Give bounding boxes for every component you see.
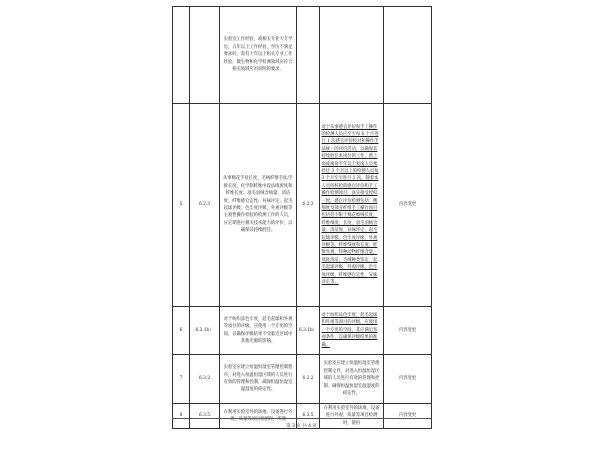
new-clause: 6.3.2 xyxy=(297,355,320,404)
old-text: 对于纺织品色牢度、起毛起球和外观等项目的评级，应使用一个专用的空间，以确保评级结果不受临近区域中其他光源的影响。 xyxy=(220,307,297,355)
table-row xyxy=(173,355,432,404)
new-clause: 6.3.1b） xyxy=(297,307,320,355)
old-clause: 6.2.3 xyxy=(190,104,220,307)
comparison-table xyxy=(172,6,432,429)
new-text: 对于纺织品色牢度、起毛起球和外观等项目的评级，应使用一个专用的空间，其应满足客观条件，以确保评级结果的准确。 xyxy=(320,307,384,355)
row-number: 7 xyxy=(173,355,190,404)
row-number: 5 xyxy=(173,104,190,307)
page-number: 第 3 页 共 4 页 xyxy=(286,424,317,429)
change-note: 内容变更 xyxy=(384,404,432,429)
old-text: 实验室应建立恒温恒湿室管理控制程序，对进入恒温恒湿区域的人员进行有效的管理和控制，确保恒温恒湿室温湿度的稳定性。 xyxy=(220,355,297,404)
table-row xyxy=(173,307,432,355)
new-clause: 6.2.3 xyxy=(297,104,320,307)
old-text: 实验室工作经验，或相关专业大专学历，五年以上工作经验，学历不满足要求时，需有十年以上相关专业工作经验。微生物和化学检测领域应符合相关领域应用说明的要求。 xyxy=(220,7,297,104)
change-note: 内容变更 xyxy=(384,104,432,307)
new-clause xyxy=(297,7,320,104)
old-text: 在利用实验室外的场地、设备进行外观、质量等项目检测时，所使 xyxy=(220,404,297,429)
change-note: 内容变更 xyxy=(384,307,432,355)
footer-divider xyxy=(172,418,431,419)
row-number: 6 xyxy=(173,307,190,355)
new-text: 对于从事感官评价和手工操作的检测人员应至少每 6 个月进行 1 次感官评价校对和操作手法统一的评价活动，以确保其持续胜任本岗位的工作，新上岗或离岗半年以上复岗人员须经过 3 个月以上的检测人员每 3 个月至少进行 1 次，随着本人员所校检的感官评价和手工操作检测项目，真实接受授权一致，感官评价检测包括：精细度及部分纤维手工操作项目包括但不限于棉花细绒长度、纤维细度、长度、羽毛羽绒含量、清洁度、异味评定、起毛起球评级、色牢度评级、外观评级等。纤维细度和长度、纤维外观、特种动物纤维含量、蒸洗清洁，毛绒种类鉴定、起毛起球评级、外观评级、色牢度评级，纤维感官定性、异味评定等。 xyxy=(320,104,384,307)
old-clause xyxy=(190,7,220,104)
table-row xyxy=(173,7,432,104)
row-number xyxy=(173,7,190,104)
row-number: 8 xyxy=(173,404,190,429)
old-text: 从事棉花手扯长度、毛绒纤维手扯/手排长度、化学制纤维中段法线密度和纤维长度、羽毛羽绒含绒量、清洁度、纤维感官定性、异味评定、起毛起球评级、色牢度评级、外观评级等主观性操作检验的检测工作的人员，应定期进行相关技术能力的评价，以确保其持续胜任。 xyxy=(220,104,297,307)
old-clause: 6.3.5 xyxy=(190,404,220,429)
new-text: 实验室应建立恒温恒湿室管理控制文件，对进入恒温恒湿区域的人员进行有效的管理和控制，确保恒温恒湿室温湿度的稳定性。 xyxy=(320,355,384,404)
table-row xyxy=(173,104,432,307)
new-clause: 6.3.5 xyxy=(297,404,320,429)
new-text xyxy=(320,7,384,104)
old-clause: 6.3.2 xyxy=(190,355,220,404)
new-text: 在利用实验室外的场地、设备进行外观、质量等项目检测时，使用 xyxy=(320,404,384,429)
old-clause: 6.3.1b） xyxy=(190,307,220,355)
change-note xyxy=(384,7,432,104)
change-note: 内容变更 xyxy=(384,355,432,404)
